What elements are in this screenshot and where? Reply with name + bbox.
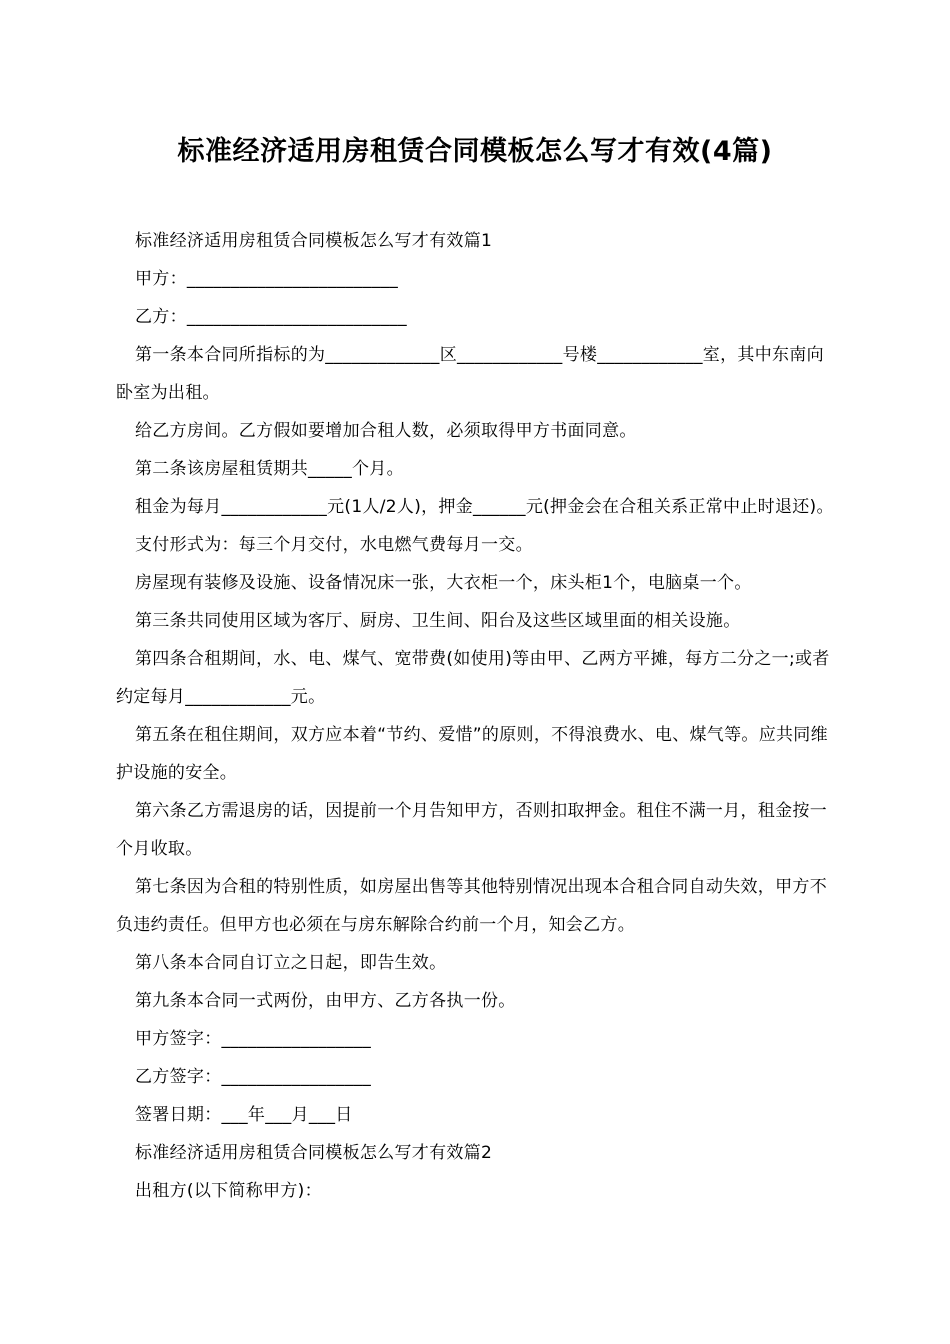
clause-1-continued: 给乙方房间。乙方假如要增加合租人数，必须取得甲方书面同意。 — [135, 421, 637, 441]
signing-date: 签署日期：___年___月___日 — [135, 1105, 353, 1125]
party-b-signature: 乙方签字：_________________ — [135, 1067, 372, 1087]
section-heading-2: 标准经济适用房租赁合同模板怎么写才有效篇2 — [135, 1143, 493, 1163]
party-b-line: 乙方：_________________________ — [135, 307, 407, 327]
party-a-signature: 甲方签字：_________________ — [135, 1029, 372, 1049]
rent-terms: 租金为每月____________元(1人/2人)，押金______元(押金会在合租关系正常中止时退还)。 — [135, 497, 834, 517]
clause-3: 第三条共同使用区域为客厅、厨房、卫生间、阳台及这些区域里面的相关设施。 — [135, 611, 741, 631]
clause-6: 第六条乙方需退房的话，因提前一个月告知甲方，否则扣取押金。租住不满一月，租金按一个月收取。 — [116, 801, 827, 859]
clause-7: 第七条因为合租的特别性质，如房屋出售等其他特别情况出现本合租合同自动失效，甲方不负违约责任。但甲方也必须在与房东解除合约前一个月，知会乙方。 — [116, 877, 827, 935]
section-heading-1: 标准经济适用房租赁合同模板怎么写才有效篇1 — [135, 231, 493, 251]
party-a-line: 甲方：________________________ — [135, 269, 399, 289]
lessor-line: 出租方(以下简称甲方)： — [135, 1181, 322, 1201]
document-title: 标准经济适用房租赁合同模板怎么写才有效(4篇) — [177, 136, 773, 167]
clause-9: 第九条本合同一式两份，由甲方、乙方各执一份。 — [135, 991, 516, 1011]
payment-terms: 支付形式为：每三个月交付，水电燃气费每月一交。 — [135, 535, 533, 555]
clause-4: 第四条合租期间，水、电、煤气、宽带费(如使用)等由甲、乙两方平摊，每方二分之一;或者约定每月____________元。 — [116, 649, 830, 707]
clause-1: 第一条本合同所指标的为_____________区____________号楼____________室，其中东南向卧室为出租。 — [116, 345, 824, 403]
clause-5: 第五条在租住期间，双方应本着“节约、爱惜”的原则，不得浪费水、电、煤气等。应共同维护设施的安全。 — [116, 725, 828, 783]
clause-8: 第八条本合同自订立之日起，即告生效。 — [135, 953, 447, 973]
document-body — [116, 222, 838, 1210]
clause-2: 第二条该房屋租赁期共_____个月。 — [135, 459, 404, 479]
furnishing-terms: 房屋现有装修及设施、设备情况床一张，大衣柜一个，床头柜1个，电脑桌一个。 — [135, 573, 752, 593]
